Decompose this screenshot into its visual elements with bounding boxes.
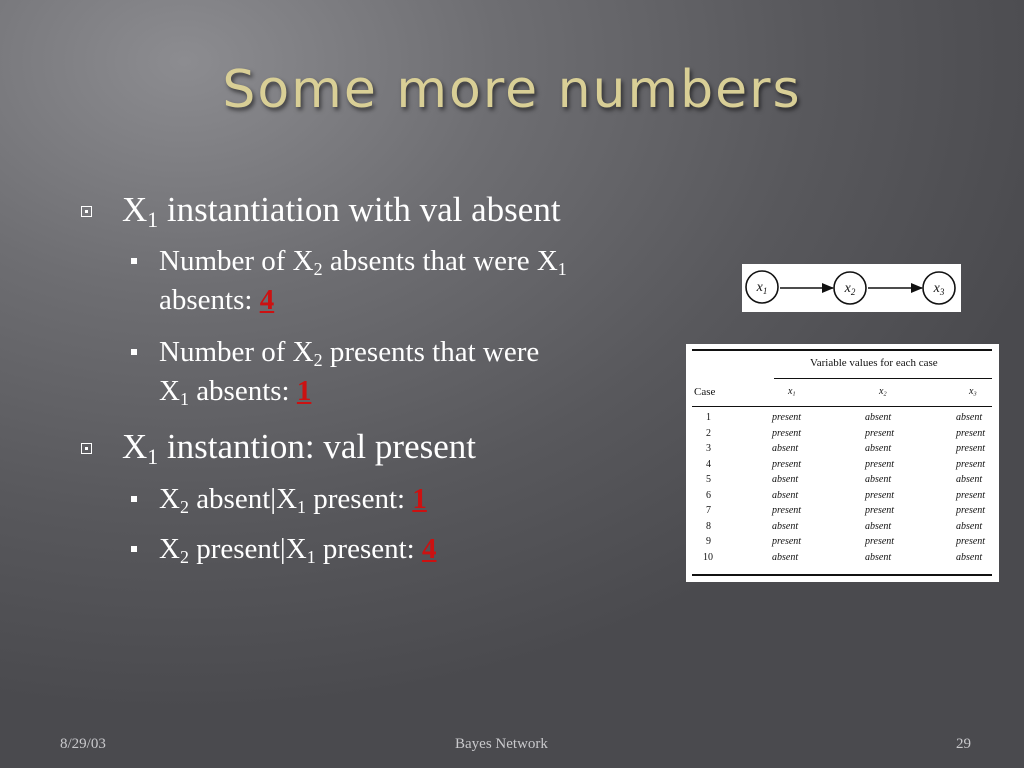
footer-date: 8/29/03 (60, 736, 106, 752)
case-table (686, 344, 999, 582)
bullet-x2-absent-given-x1-present: $X_2$ $absent|X_1$ present: 1 (159, 483, 427, 518)
column-header-x3: $x_3$ (969, 386, 977, 398)
table-row: 4 present present present (706, 459, 986, 470)
square-bullet-icon (131, 258, 137, 264)
count-value: 4 (421, 533, 437, 565)
count-value: 4 (259, 284, 275, 316)
table-row: 7 present present present (706, 505, 986, 516)
node-x3-label: $x_3$ (933, 281, 945, 297)
network-diagram-svg (742, 264, 961, 312)
box-bullet-icon (81, 443, 92, 454)
node-x2-label: $x_2$ (844, 281, 856, 297)
bullet-x1-present: $X_1$ instantion: val present (122, 427, 476, 470)
square-bullet-icon (131, 496, 137, 502)
caption-rule (774, 378, 992, 379)
count-value: 1 (412, 483, 427, 515)
table-top-rule (692, 349, 992, 351)
table-row: 6 absent present present (706, 490, 986, 501)
case-column-header: Case (694, 386, 716, 398)
square-bullet-icon (131, 546, 137, 552)
network-diagram (742, 264, 961, 312)
table-row: 8 absent absent absent (706, 521, 983, 532)
table-row: 1 present absent absent (706, 412, 983, 423)
header-rule (692, 406, 992, 407)
table-caption: Variable values for each case (810, 357, 938, 369)
column-header-x1: $x_1$ (788, 386, 796, 398)
table-row: 5 absent absent absent (706, 474, 983, 485)
footer-title: Bayes Network (455, 736, 548, 752)
table-row: 10 absent absent absent (703, 552, 983, 563)
count-value: 1 (296, 375, 312, 407)
slide-title: Some more numbers (222, 60, 802, 120)
table-row: 2 present present present (706, 428, 986, 439)
column-header-x2: $x_2$ (879, 386, 887, 398)
bullet-x2-presents: Number of $X_2$ presents that were $X_1$ absents: 1 (159, 336, 540, 410)
bullet-x2-present-given-x1-present: $X_2$ $present|X_1$ present: 4 (159, 533, 437, 568)
table-row: 9 present present present (706, 536, 986, 547)
table-row: 3 absent absent present (706, 443, 986, 454)
box-bullet-icon (81, 206, 92, 217)
bullet-x2-absents: Number of $X_2$ absents that were $X_1$ absents: 4 (159, 245, 567, 316)
page-number: 29 (956, 736, 971, 752)
table-bottom-rule (692, 574, 992, 576)
square-bullet-icon (131, 349, 137, 355)
node-x1-label: $x_1$ (756, 280, 768, 296)
bullet-x1-absent: $X_1$ instantiation with val absent (122, 190, 561, 233)
